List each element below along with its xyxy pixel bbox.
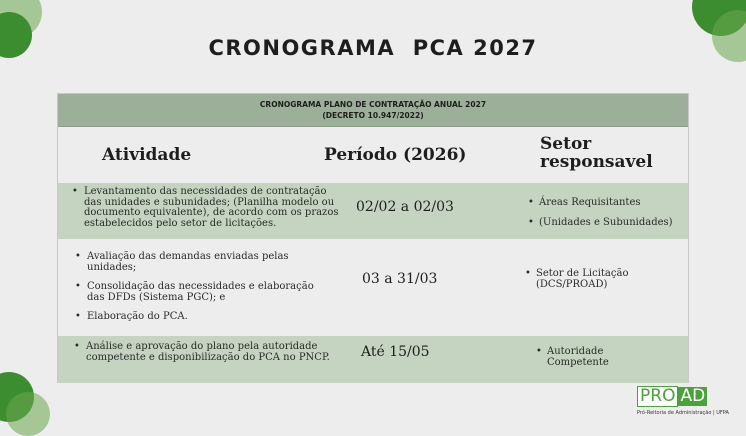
- period-cell: Até 15/05: [361, 344, 430, 360]
- table-header-band: [58, 94, 688, 127]
- activity-cell: [73, 252, 323, 323]
- column-header-activity: Atividade: [102, 145, 192, 165]
- table-row: [58, 183, 688, 239]
- column-header-sector: [540, 135, 680, 171]
- logo-ad-text: AD: [680, 386, 706, 406]
- table-header-title: CRONOGRAMA PLANO DE CONTRATAÇÃO ANUAL 2027: [259, 100, 487, 109]
- sector-cell: [536, 347, 616, 368]
- activity-cell: [72, 342, 332, 363]
- logo-pro-text: PRO: [637, 386, 678, 407]
- sector-item: • Áreas Requisitantes: [528, 198, 688, 209]
- logo-subtitle: Pró-Reitoria de Administração | UFPA: [637, 410, 729, 416]
- sector-item: • (Unidades e Subunidades): [528, 218, 688, 229]
- period-cell: 03 a 31/03: [362, 271, 438, 287]
- table-row: [58, 336, 688, 383]
- sector-item: • Autoridade Competente: [536, 347, 616, 368]
- column-header-period: Período (2026): [324, 145, 467, 165]
- activity-cell: [70, 187, 340, 229]
- table-row: [58, 239, 688, 336]
- activity-item: • Levantamento das necessidades de contratação das unidades e subunidades; (Planilha modelo ou documento equivalente), de acordo com os prazos estabelecidos pelo setor de licitações.: [70, 187, 340, 229]
- column-header-sector-line2: responsavel: [540, 152, 653, 172]
- sector-cell: [528, 198, 688, 228]
- activity-item: • Avaliação das demandas enviadas pelas unidades;: [73, 252, 323, 273]
- activity-item: • Elaboração do PCA.: [73, 312, 323, 323]
- period-cell: 02/02 a 02/03: [356, 199, 454, 215]
- sector-cell: [525, 269, 665, 290]
- activity-item: • Consolidação das necessidades e elaboração das DFDs (Sistema PGC); e: [73, 282, 323, 303]
- proad-logo: [637, 386, 737, 416]
- table-header-decree: (DECRETO 10.947/2022): [322, 111, 424, 120]
- schedule-table: [57, 93, 689, 383]
- activity-item: • Análise e aprovação do plano pela autoridade competente e disponibilização do PCA no PNCP.: [72, 342, 332, 363]
- sector-item: • Setor de Licitação (DCS/PROAD): [525, 269, 665, 290]
- page-title: CRONOGRAMA PCA 2027: [208, 36, 538, 60]
- column-header-sector-line1: Setor: [540, 134, 592, 154]
- decorative-circle: [6, 392, 50, 436]
